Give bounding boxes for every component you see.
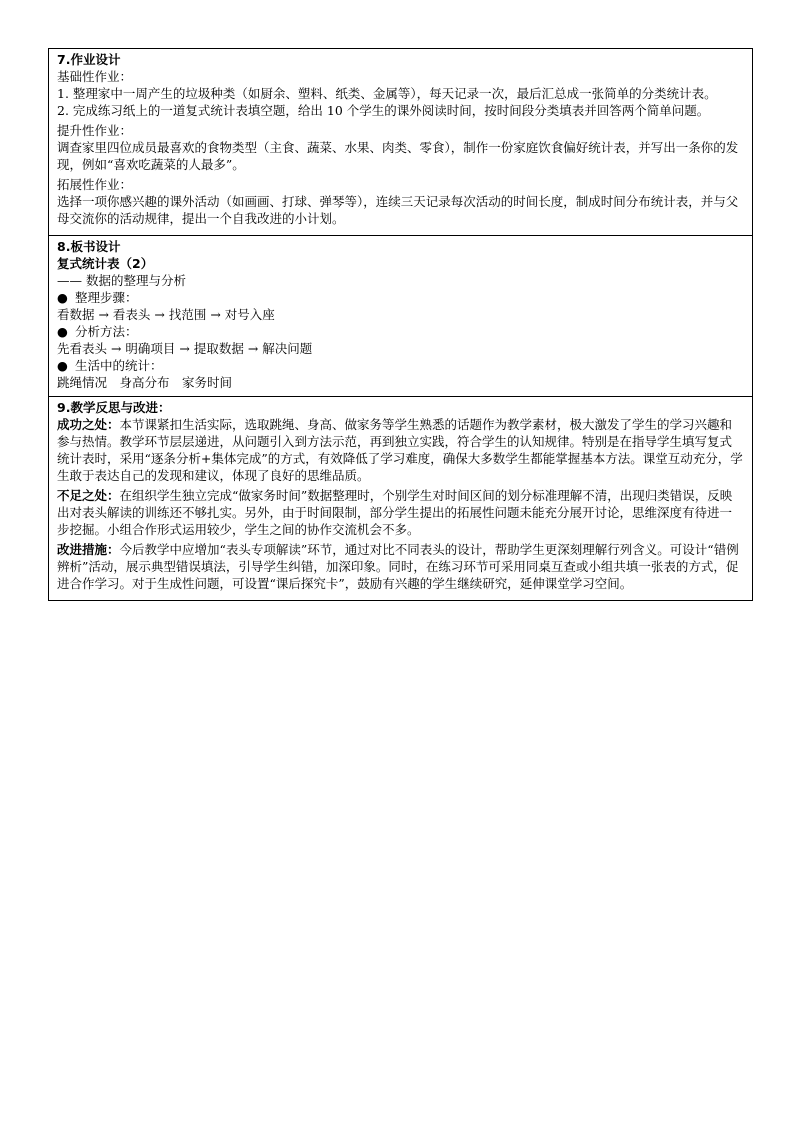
extend-homework-text: 选择一项你感兴趣的课外活动（如画画、打球、弹琴等），连续三天记录每次活动的时间长度，制成时间分布统计表，并与父母交流你的活动规律，提出一个自我改进的小计划。 bbox=[57, 194, 739, 226]
basic-homework-block bbox=[57, 68, 744, 119]
improve-homework-label: 提升性作业： bbox=[57, 123, 133, 138]
basic-homework-label: 基础性作业： bbox=[57, 69, 133, 84]
board-subheading: —— 数据的整理与分析 bbox=[57, 273, 186, 288]
extend-homework-label: 拓展性作业： bbox=[57, 177, 133, 192]
board-section-3-label: ● 生活中的统计： bbox=[57, 358, 163, 373]
board-section-2-label: ● 分析方法： bbox=[57, 324, 138, 339]
improve-homework-text: 调查家里四位成员最喜欢的食物类型（主食、蔬菜、水果、肉类、零食），制作一份家庭饮食偏好统计表，并写出一条你的发现，例如“喜欢吃蔬菜的人最多”。 bbox=[57, 140, 739, 172]
homework-row bbox=[49, 49, 753, 236]
board-cell bbox=[49, 236, 753, 397]
lesson-plan-table bbox=[48, 48, 753, 601]
improve-label: 改进措施： bbox=[57, 542, 120, 557]
board-section-1-steps: 看数据 → 看表头 → 找范围 → 对号入座 bbox=[57, 307, 275, 322]
bullet-icon: ● bbox=[57, 358, 68, 373]
basic-homework-item-1: 1. 整理家中一周产生的垃圾种类（如厨余、塑料、纸类、金属等），每天记录一次，最后汇总成一张简单的分类统计表。 bbox=[57, 86, 717, 101]
success-label: 成功之处： bbox=[57, 417, 120, 432]
improve-paragraph bbox=[57, 541, 744, 592]
bullet-icon: ● bbox=[57, 324, 68, 339]
board-section-2-steps: 先看表头 → 明确项目 → 提取数据 → 解决问题 bbox=[57, 341, 313, 356]
shortfall-label: 不足之处： bbox=[57, 488, 120, 503]
shortfall-paragraph bbox=[57, 487, 744, 538]
reflection-title: 9.教学反思与改进： bbox=[57, 400, 171, 415]
homework-title: 7.作业设计 bbox=[57, 52, 121, 67]
board-heading: 复式统计表（2） bbox=[57, 256, 154, 271]
board-title: 8.板书设计 bbox=[57, 239, 121, 254]
shortfall-text: 在组织学生独立完成“做家务时间”数据整理时，个别学生对时间区间的划分标准理解不清，出现归类错误，反映出对表头解读的训练还不够扎实。另外，由于时间限制，部分学生提出的拓展性问题未能充分展开讨论，思维深度有待进一步挖掘。小组合作形式运用较少，学生之间的协作交流机会不多。 bbox=[57, 488, 733, 537]
reflection-row bbox=[49, 397, 753, 601]
board-section-1-label: ● 整理步骤： bbox=[57, 290, 138, 305]
basic-homework-item-2: 2. 完成练习纸上的一道复式统计表填空题，给出 10 个学生的课外阅读时间，按时间段分类填表并回答两个简单问题。 bbox=[57, 103, 710, 118]
board-section-3-steps: 跳绳情况 身高分布 家务时间 bbox=[57, 375, 233, 390]
bullet-icon: ● bbox=[57, 290, 68, 305]
board-row bbox=[49, 236, 753, 397]
improve-homework-block bbox=[57, 122, 744, 173]
homework-cell bbox=[49, 49, 753, 236]
success-paragraph bbox=[57, 416, 744, 484]
success-text: 本节课紧扣生活实际，选取跳绳、身高、做家务等学生熟悉的话题作为教学素材，极大激发了学生的学习兴趣和参与热情。教学环节层层递进，从问题引入到方法示范，再到独立实践，符合学生的认知规律。特别是在指导学生填写复式统计表时，采用“逐条分析+集体完成”的方式，有效降低了学习难度，确保大多数学生都能掌握基本方法。课堂互动充分，学生敢于表达自己的发现和建议，体现了良好的思维品质。 bbox=[57, 417, 743, 483]
extend-homework-block bbox=[57, 176, 744, 227]
improve-text: 今后教学中应增加“表头专项解读”环节，通过对比不同表头的设计，帮助学生更深刻理解行列含义。可设计“错例辨析”活动，展示典型错误填法，引导学生纠错，加深印象。同时，在练习环节可采用同桌互查或小组共填一张表的方式，促进合作学习。对于生成性问题，可设置“课后探究卡”，鼓励有兴趣的学生继续研究，延伸课堂学习空间。 bbox=[57, 542, 739, 591]
reflection-cell bbox=[49, 397, 753, 601]
